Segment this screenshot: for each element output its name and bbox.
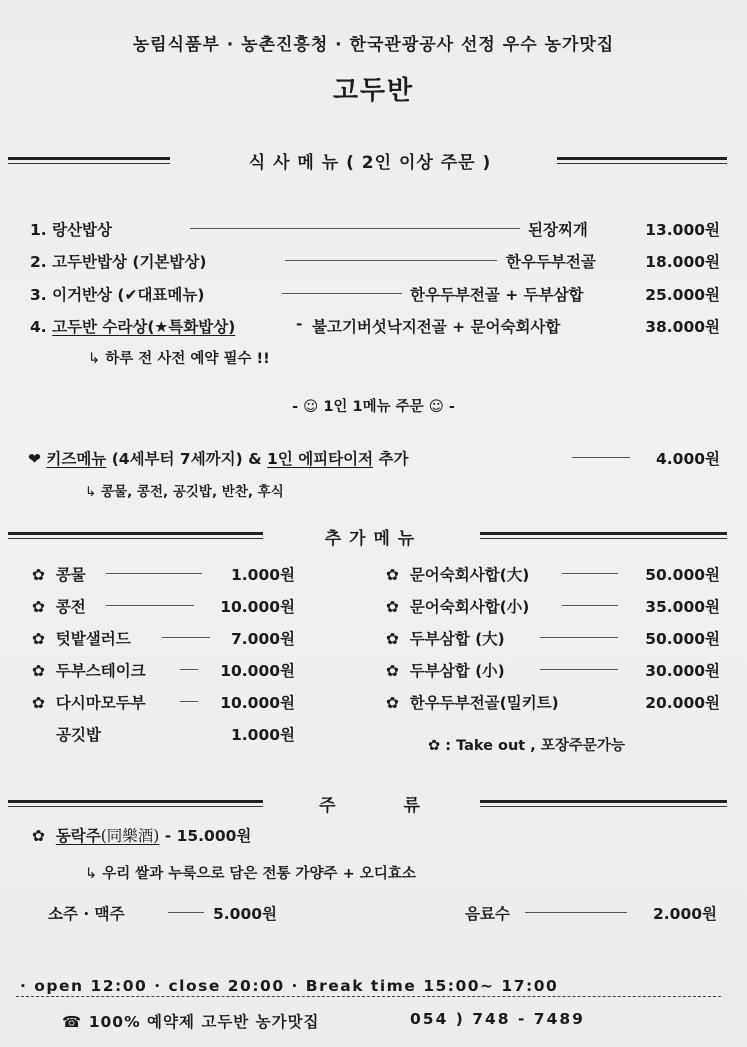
- takeout-note: ✿ : Take out , 포장주문가능: [428, 738, 625, 754]
- business-hours: · open 12:00 · close 20:00 · Break time 15:00~ 17:00: [20, 977, 559, 995]
- leader-line: [106, 605, 194, 606]
- phone-number: 054 ) 748 - 7489: [410, 1010, 585, 1028]
- section-rule-left: [8, 157, 170, 160]
- flower-icon: ✿: [32, 566, 45, 584]
- arrow-icon: ↳: [88, 351, 101, 367]
- meal-item-no: 2.: [30, 253, 47, 271]
- section-rule-left-thin: [8, 163, 170, 164]
- meal-item-name: 랑산밥상: [52, 221, 112, 239]
- section-rule-left-thin: [8, 538, 263, 539]
- meal-item-price: 18.000원: [645, 253, 720, 271]
- reservation-note: ↳ 하루 전 사전 예약 필수 !!: [88, 351, 270, 367]
- heart-icon: ❤: [28, 450, 41, 468]
- section-rule-right-thin: [557, 163, 727, 164]
- meal-item-no: 4.: [30, 318, 47, 336]
- arrow-icon: ↳: [85, 866, 98, 882]
- meal-item-no: 1.: [30, 221, 47, 239]
- section-rule-left: [8, 532, 263, 535]
- soju-beer-price: 5.000원: [213, 905, 278, 923]
- meal-item-side: 한우두부전골: [506, 253, 596, 271]
- extra-left-item: ✿ 텃밭샐러드: [32, 630, 131, 648]
- featured-drink-price: 15.000원: [176, 827, 252, 845]
- leader-line: [180, 701, 198, 702]
- kids-menu-price: 4.000원: [655, 450, 720, 468]
- section-rule-right-thin: [480, 806, 727, 807]
- leader-line: [162, 637, 210, 638]
- kids-menu-row: ❤ 키즈메뉴 (4세부터 7세까지) & 1인 에피타이저 추가: [28, 450, 409, 468]
- extra-right-price: 50.000원: [645, 566, 720, 584]
- flower-icon: ✿: [32, 662, 45, 680]
- leader-line: [282, 293, 402, 294]
- kids-menu-name: 키즈메뉴: [46, 450, 107, 468]
- featured-drink-note: ↳ 우리 쌀과 누룩으로 담은 전통 가양주 + 오디효소: [85, 866, 416, 882]
- phone-icon: ☎: [62, 1013, 83, 1031]
- extra-right-item: ✿ 두부삼합 (大): [386, 630, 505, 648]
- meal-item-2: [30, 250, 206, 272]
- leader-line: [562, 605, 618, 606]
- extra-section-title: 추 가 메 뉴: [324, 529, 416, 549]
- extra-left-price: 10.000원: [220, 662, 295, 680]
- extra-right-price: 30.000원: [645, 662, 720, 680]
- leader-line: [525, 912, 627, 913]
- flower-icon: ✿: [32, 827, 45, 845]
- leader-line: [106, 573, 202, 574]
- section-rule-right: [480, 800, 727, 803]
- kids-includes: ↳ 콩물, 콩전, 공깃밥, 반찬, 후식: [85, 484, 284, 500]
- arrow-icon: ↳: [85, 484, 97, 500]
- leader-line: [562, 573, 618, 574]
- extra-left-item: ✿ 콩물: [32, 566, 86, 584]
- soft-drink-price: 2.000원: [652, 905, 717, 923]
- meal-item-price: 13.000원: [645, 221, 720, 239]
- kids-menu-age: (4세부터 7세까지): [111, 450, 243, 468]
- meal-item-price: 38.000원: [645, 318, 720, 336]
- leader-line: [180, 669, 198, 670]
- extra-left-item: ✿ 다시마모두부: [32, 694, 146, 712]
- meal-item-4: [30, 315, 235, 337]
- extra-left-price: 1.000원: [230, 726, 295, 744]
- extra-left-price: 10.000원: [220, 694, 295, 712]
- meal-section-title: 식 사 메 뉴 ( 2인 이상 주문 ): [248, 153, 492, 173]
- extra-left-item: 공깃밥: [56, 726, 101, 744]
- flower-icon: ✿: [32, 630, 45, 648]
- extra-right-item: ✿ 한우두부전골(밀키트): [386, 694, 559, 712]
- meal-item-no: 3.: [30, 286, 47, 304]
- extra-right-item: ✿ 문어숙회사합(小): [386, 598, 530, 616]
- meal-item-name: 이거반상 (✔대표메뉴): [52, 286, 205, 304]
- page-title: 고두반: [332, 76, 415, 106]
- extra-right-price: 50.000원: [645, 630, 720, 648]
- leader-line: [285, 260, 497, 261]
- flower-icon: ✿: [386, 566, 399, 584]
- leader-line: [540, 637, 618, 638]
- soju-beer: 소주 · 맥주: [48, 905, 125, 923]
- section-rule-left-thin: [8, 806, 263, 807]
- extra-left-item: ✿ 두부스테이크: [32, 662, 146, 680]
- featured-drink-hanja: (同樂酒): [100, 827, 160, 845]
- extra-right-item: ✿ 두부삼합 (小): [386, 662, 505, 680]
- extra-left-price: 1.000원: [230, 566, 295, 584]
- meal-item-1: [30, 218, 112, 240]
- flower-icon: ✿: [386, 630, 399, 648]
- section-rule-right-thin: [480, 538, 727, 539]
- section-rule-left: [8, 800, 263, 803]
- flower-icon: ✿: [386, 662, 399, 680]
- extra-left-price: 10.000원: [220, 598, 295, 616]
- phone-line: ☎ 100% 예약제 고두반 농가맛집: [62, 1013, 320, 1031]
- extra-right-price: 35.000원: [645, 598, 720, 616]
- meal-item-side: 된장찌개: [528, 221, 588, 239]
- leader-line: [540, 669, 618, 670]
- meal-item-dash: -: [296, 315, 303, 333]
- featured-drink: ✿ 동락주(同樂酒) - 15.000원: [32, 827, 252, 845]
- footer-divider: [16, 996, 721, 997]
- flower-icon: ✿: [386, 598, 399, 616]
- extra-right-item: ✿ 문어숙회사합(大): [386, 566, 530, 584]
- single-order-note: - ☺ 1인 1메뉴 주문 ☺ -: [292, 399, 455, 415]
- flower-icon: ✿: [386, 694, 399, 712]
- featured-drink-name: 동락주: [55, 827, 101, 845]
- flower-icon: ✿: [428, 738, 441, 754]
- meal-item-price: 25.000원: [645, 286, 720, 304]
- meal-item-name: 고두반밥상 (기본밥상): [52, 253, 207, 271]
- extra-left-item: ✿ 콩전: [32, 598, 86, 616]
- extra-left-price: 7.000원: [230, 630, 295, 648]
- soft-drink: 음료수: [465, 905, 510, 923]
- meal-item-name: 고두반 수라상(★특화밥상): [52, 318, 236, 336]
- extra-right-price: 20.000원: [645, 694, 720, 712]
- flower-icon: ✿: [32, 598, 45, 616]
- header-subtitle: 농림식품부 · 농촌진흥청 · 한국관광공사 선정 우수 농가맛집: [132, 35, 615, 55]
- leader-line: [190, 228, 520, 229]
- kids-appetizer: 1인 에피타이저: [267, 450, 374, 468]
- meal-item-side: 불고기버섯낙지전골 + 문어숙회사합: [312, 318, 561, 336]
- drinks-section-title: 주 류: [319, 796, 421, 816]
- section-rule-right: [557, 157, 727, 160]
- meal-item-3: [30, 283, 204, 305]
- meal-item-side: 한우두부전골 + 두부삼합: [410, 286, 584, 304]
- leader-line: [168, 912, 204, 913]
- flower-icon: ✿: [32, 694, 45, 712]
- leader-line: [572, 457, 630, 458]
- section-rule-right: [480, 532, 727, 535]
